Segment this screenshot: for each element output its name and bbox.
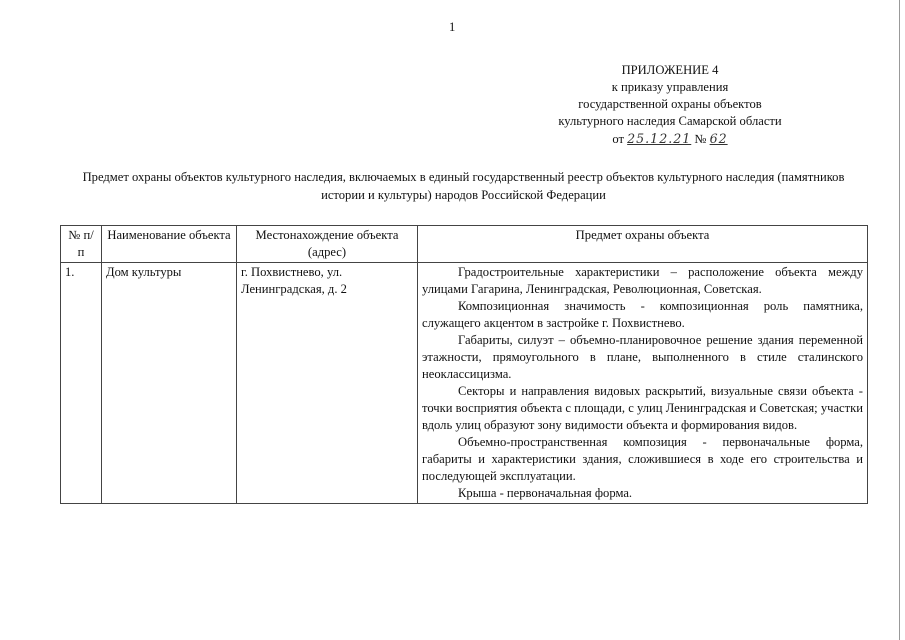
- subject-paragraph: Композиционная значимость - композиционная роль памятника, служащего акцентом в застройке г. Похвистнево.: [422, 299, 863, 330]
- appendix-line: культурного наследия Самарской области: [558, 114, 782, 128]
- table-row: [61, 263, 868, 504]
- subject-paragraph: Объемно-пространственная композиция - первоначальные форма, габариты и характеристики здания, сложившиеся в ходе его строительства и последующей эксплуатации.: [422, 435, 863, 483]
- appendix-title: ПРИЛОЖЕНИЕ 4: [621, 63, 719, 77]
- header-number: № п/п: [61, 226, 102, 263]
- cell-name: Дом культуры: [102, 263, 237, 504]
- subject-paragraph: Секторы и направления видовых раскрытий, визуальные связи объекта - точки восприятия объекта с площади, с улиц Ленинградская и Советская; участки вдоль улиц образуют зону видимости объекта и формирования видов.: [422, 384, 863, 432]
- cell-subject: [418, 263, 868, 504]
- header-subject: Предмет охраны объекта: [418, 226, 868, 263]
- subject-paragraph: Габариты, силуэт – объемно-планировочное решение здания переменной этажности, прямоугольного в плане, выполненного в стиле сталинского неоклассицизма.: [422, 333, 863, 381]
- scan-edge-line: [899, 0, 900, 640]
- number-prefix: №: [694, 132, 707, 146]
- table-header-row: [61, 226, 868, 263]
- appendix-line: государственной охраны объектов: [578, 97, 762, 111]
- handwritten-date: 25.12.21: [627, 131, 692, 146]
- date-prefix: от: [612, 132, 624, 146]
- subject-paragraph: Крыша - первоначальная форма.: [458, 486, 633, 500]
- appendix-line: к приказу управления: [611, 80, 729, 94]
- cell-number: 1.: [61, 263, 102, 504]
- appendix-header: [520, 62, 820, 148]
- cell-address: г. Похвистнево, ул. Ленинградская, д. 2: [237, 263, 418, 504]
- page-number: 1: [449, 20, 456, 34]
- handwritten-number: 62: [709, 131, 728, 146]
- appendix-date-line: [520, 130, 820, 148]
- header-name: Наименование объекта: [102, 226, 237, 263]
- document-title: Предмет охраны объектов культурного наследия, включаемых в единый государственный реестр объектов культурного наследия (памятников истории и культуры) народов Российской Федерации: [82, 170, 845, 202]
- subject-paragraph: Градостроительные характеристики – расположение объекта между улицами Гагарина, Ленинградская, Революционная, Советская.: [422, 265, 863, 296]
- header-address: Местонахождение объекта (адрес): [237, 226, 418, 263]
- protection-subject-table: [60, 225, 868, 504]
